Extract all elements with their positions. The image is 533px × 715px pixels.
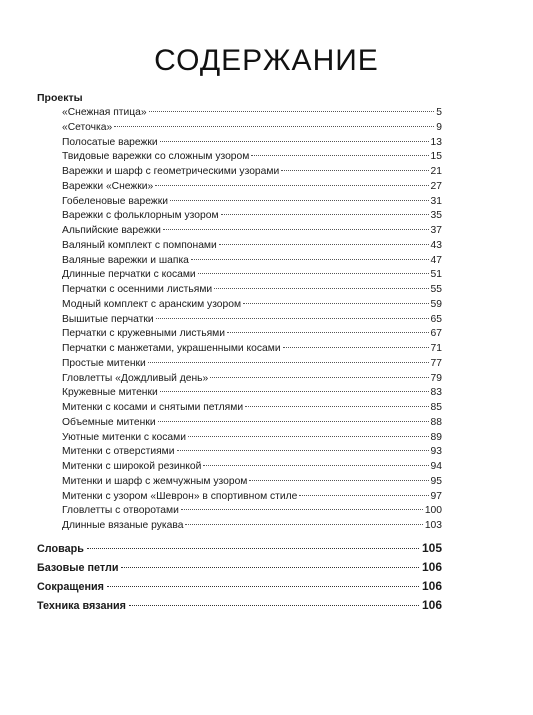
dot-leader: [177, 450, 429, 451]
toc-entry-label: Альпийские варежки: [62, 225, 161, 236]
toc-entry-page: 15: [430, 151, 442, 163]
toc-entry-page: 94: [430, 461, 442, 472]
toc-entry-page: 37: [430, 225, 442, 236]
toc-entry-page: 71: [430, 343, 442, 354]
toc-entry[interactable]: [62, 342, 442, 357]
dot-leader: [281, 170, 428, 171]
dot-leader: [149, 111, 435, 112]
toc-entry-page: 43: [430, 239, 442, 251]
toc-entry[interactable]: [62, 313, 442, 328]
toc-entry[interactable]: [62, 239, 442, 254]
dot-leader: [87, 548, 419, 549]
dot-leader: [251, 155, 428, 156]
toc-entry-label: Словарь: [37, 542, 84, 555]
toc-entry[interactable]: [62, 386, 442, 401]
toc-entry-label: Перчатки с манжетами, украшенными косами: [62, 343, 281, 354]
toc-entry[interactable]: [62, 268, 442, 283]
section-heading-projects: Проекты: [37, 92, 83, 104]
toc-entry[interactable]: [62, 209, 442, 224]
toc-entry[interactable]: [62, 254, 442, 269]
dot-leader: [158, 421, 429, 422]
toc-entry[interactable]: [62, 327, 442, 342]
dot-leader: [219, 244, 429, 245]
dot-leader: [214, 288, 428, 289]
toc-entry-page: 106: [421, 578, 442, 593]
dot-leader: [227, 332, 429, 333]
toc-entry[interactable]: [62, 490, 442, 505]
toc-entry-label: Кружевные митенки: [62, 387, 158, 399]
toc-entry[interactable]: [62, 165, 442, 180]
toc-entry-page: 95: [430, 475, 442, 487]
toc-main-entry[interactable]: [37, 539, 442, 558]
toc-entry[interactable]: [62, 475, 442, 490]
toc-entry-label: Варежки и шарф с геометрическими узорами: [62, 166, 280, 177]
dot-leader: [160, 391, 429, 392]
toc-entry-label: Твидовые варежки со сложным узором: [62, 151, 250, 163]
toc-entry-label: Полосатые варежки: [62, 136, 158, 148]
dot-leader: [160, 141, 429, 142]
toc-entry-page: 106: [421, 559, 442, 574]
toc-entry[interactable]: [62, 121, 442, 136]
toc-entry[interactable]: [62, 372, 442, 387]
dot-leader: [191, 259, 429, 260]
toc-entry-page: 77: [430, 357, 442, 369]
toc-entry-page: 93: [430, 446, 442, 458]
toc-entry[interactable]: [62, 401, 442, 416]
dot-leader: [283, 347, 429, 348]
dot-leader: [221, 214, 429, 215]
toc-entry-label: Уютные митенки с косами: [62, 431, 186, 443]
dot-leader: [107, 586, 419, 587]
toc-entry-page: 79: [430, 372, 442, 384]
toc-entry[interactable]: [62, 136, 442, 151]
toc-entry[interactable]: [62, 298, 442, 313]
toc-entry-label: Длинные вязаные рукава: [62, 520, 184, 531]
dot-leader: [188, 436, 429, 437]
toc-main-entry[interactable]: [37, 596, 442, 615]
toc-entry-page: 47: [430, 254, 442, 266]
dot-leader: [249, 480, 428, 481]
toc-entry[interactable]: [62, 357, 442, 372]
toc-entry-label: Модный комплект с аранским узором: [62, 298, 242, 310]
toc-entry-page: 89: [430, 431, 442, 443]
dot-leader: [210, 377, 428, 378]
toc-entry[interactable]: [62, 460, 442, 475]
dot-leader: [129, 605, 419, 606]
dot-leader: [121, 567, 418, 568]
toc-entry-label: Сокращения: [37, 580, 104, 593]
toc-entry-label: Валяный комплект с помпонами: [62, 239, 217, 251]
toc-entry[interactable]: [62, 180, 442, 195]
toc-entry-page: 97: [430, 490, 442, 502]
toc-entry-label: Валяные варежки и шапка: [62, 254, 189, 266]
main-sections-list: [37, 539, 442, 615]
toc-entry-label: Митенки и шарф с жемчужным узором: [62, 475, 248, 487]
dot-leader: [163, 229, 429, 230]
toc-entry[interactable]: [62, 445, 442, 460]
toc-entry-page: 105: [421, 540, 442, 555]
toc-entry-page: 65: [430, 313, 442, 325]
toc-entry-label: Объемные митенки: [62, 416, 156, 428]
dot-leader: [198, 273, 429, 274]
toc-entry-label: Митенки с косами и снятыми петлями: [62, 402, 244, 413]
toc-entry-label: Варежки с фольклорным узором: [62, 210, 219, 222]
toc-entry[interactable]: [62, 106, 442, 121]
toc-entry-label: Митенки с широкой резинкой: [62, 461, 202, 472]
toc-entry-label: «Снежная птица»: [62, 107, 147, 118]
toc-entry-page: 106: [421, 597, 442, 612]
dot-leader: [181, 509, 423, 510]
toc-entry[interactable]: [62, 519, 442, 534]
toc-entry-page: 67: [430, 328, 442, 340]
toc-entry-label: Гловлетты с отворотами: [62, 505, 179, 517]
toc-entry-label: Митенки с узором «Шеврон» в спортивном стиле: [62, 490, 298, 502]
projects-list: [37, 106, 442, 534]
toc-entry-page: 35: [430, 210, 442, 222]
toc-main-entry[interactable]: [37, 558, 442, 577]
toc-entry-page: 31: [430, 195, 442, 207]
toc-main-entry[interactable]: [37, 577, 442, 596]
dot-leader: [170, 200, 429, 201]
toc-entry[interactable]: [62, 504, 442, 519]
toc-entry[interactable]: [62, 150, 442, 165]
toc-entry-page: 13: [430, 136, 442, 148]
toc-entry-page: 9: [436, 121, 442, 133]
dot-leader: [185, 524, 422, 525]
page-title: СОДЕРЖАНИЕ: [154, 44, 379, 77]
toc-entry-label: Варежки «Снежки»: [62, 180, 154, 192]
dot-leader: [148, 362, 429, 363]
dot-leader: [114, 126, 434, 127]
toc-entry-label: Перчатки с осенними листьями: [62, 284, 213, 295]
toc-entry-page: 100: [424, 505, 442, 517]
toc-entry-page: 51: [430, 269, 442, 281]
toc-entry[interactable]: [62, 416, 442, 431]
toc-entry-page: 5: [436, 107, 442, 118]
dot-leader: [156, 318, 429, 319]
dot-leader: [299, 495, 428, 496]
table-of-contents: [37, 90, 442, 615]
toc-entry-page: 21: [430, 166, 442, 177]
toc-entry-page: 27: [430, 180, 442, 192]
toc-entry-label: Простые митенки: [62, 357, 146, 369]
toc-entry-label: Вышитые перчатки: [62, 313, 154, 325]
toc-entry-page: 83: [430, 387, 442, 399]
toc-entry-label: Митенки с отверстиями: [62, 446, 175, 458]
toc-entry-label: Длинные перчатки с косами: [62, 269, 196, 281]
toc-entry-label: Базовые петли: [37, 561, 119, 574]
dot-leader: [155, 185, 428, 186]
toc-entry[interactable]: [62, 195, 442, 210]
dot-leader: [203, 465, 428, 466]
toc-entry-label: Гобеленовые варежки: [62, 195, 168, 207]
toc-entry-label: «Сеточка»: [62, 121, 113, 133]
toc-entry-label: Техника вязания: [37, 599, 126, 612]
toc-entry-label: Гловлетты «Дождливый день»: [62, 372, 209, 384]
toc-entry-page: 55: [430, 284, 442, 295]
toc-entry[interactable]: [62, 224, 442, 239]
toc-entry-page: 59: [430, 298, 442, 310]
toc-entry-page: 88: [430, 416, 442, 428]
toc-entry[interactable]: [62, 431, 442, 446]
dot-leader: [245, 406, 428, 407]
toc-entry[interactable]: [62, 283, 442, 298]
toc-entry-label: Перчатки с кружевными листьями: [62, 328, 225, 340]
toc-entry-page: 85: [430, 402, 442, 413]
toc-entry-page: 103: [424, 520, 442, 531]
dot-leader: [243, 303, 428, 304]
